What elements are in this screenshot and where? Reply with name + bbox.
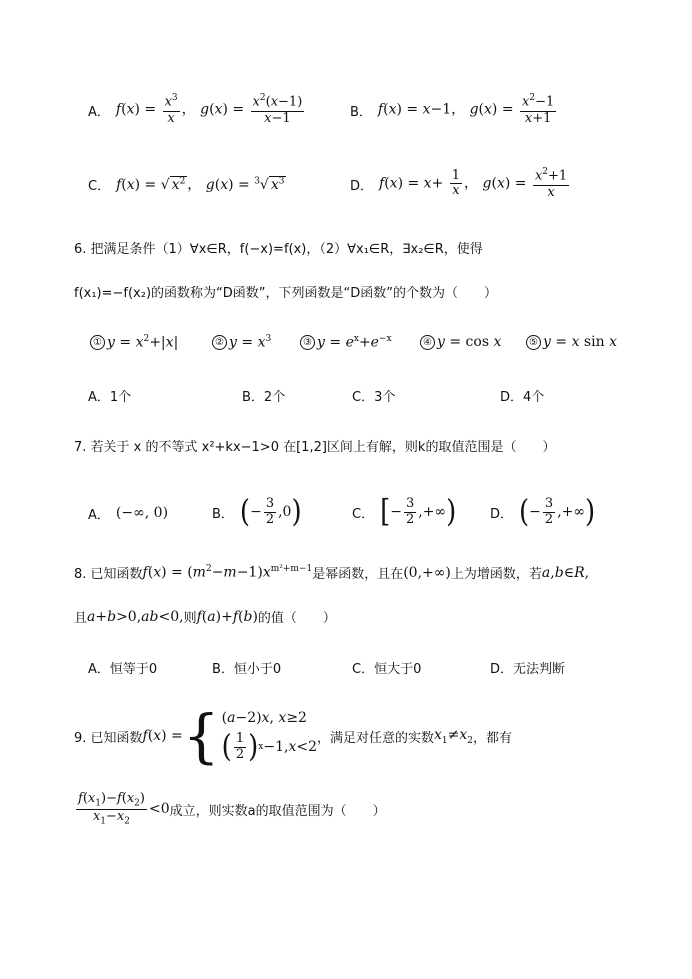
q7-a-label: A． [88,507,110,523]
q6-choice-b: B．2个 [242,390,286,405]
q9-line1-c: ，都有 [473,730,513,746]
q6-line2-text: f(x₁)=−f(x₂)的函数称为“D函数”，下列函数是“D函数”的个数为（ ） [74,286,497,301]
q6-choice-c: C．3个 [352,390,396,405]
q6-line2 [74,282,674,301]
q6-func4-index: ④ [420,335,435,350]
q6-function-4: ④ y = cos x [420,334,501,350]
q6-func2-index: ② [212,335,227,350]
q5-b-label: B． [350,104,372,120]
q6-choice-a: A．1个 [88,390,132,405]
q7-option-a: A． (−∞, 0) [88,505,169,523]
q6-line1-text: 6. 把满足条件（1）∀x∈R，f(−x)=f(x)，（2）∀x₁∈R，∃x₂∈R，使得 [74,242,483,257]
q5-c-math: f(x) = √ $x^2$ ， g(x) = $^3$√ $x^3$ [116,176,285,193]
q5-b-math: f(x) = x−1， g(x) = $\frac{x^2-1}{x+1}$ [377,93,555,126]
q9-line2: $\frac{f(x_1)-f(x_2)}{x_1-x_2}$ <0 成立，则实数a的取值范围为（ ） [78,790,386,827]
q5-d-label: D． [350,178,374,194]
q8-line2-b: 的值（ ） [257,611,336,626]
q6-func3-index: ③ [300,335,315,350]
q6-func5-index: ⑤ [526,335,541,350]
q9-piecewise-brace: { [182,702,220,770]
q7-line1 [74,436,674,455]
q7-c-label: C． [352,506,375,522]
q7-option-d: D． ( − $\frac{3}{2}$ ,+∞ ) [490,494,596,530]
q9-line1-a: 9. 已知函数 [74,730,143,746]
q5-a-math: f(x) = $\frac{x^3}{x}$ ， g(x) = $\frac{x^2(x-1)}{x-1}$ [115,93,303,126]
q9-line1: 9. 已知函数 f ( x ) = { (a−2)x, x≥2 ( $\frac{1}{2}$ ) x −1, x <2 ，满足对任意的实数 $x_1\ne x_2$ ，都有 [74,702,513,770]
q6-function-3: ③ $y = e^x+e^{-x}$ [300,334,392,351]
q6-choice-d: D．4个 [500,390,545,405]
q8-choice-d-text: D．无法判断 [490,662,566,677]
q5-option-d [350,166,571,202]
q8-line1-b: 是幂函数，且在 [312,567,404,582]
q8-line1-c: 上为增函数，若 [450,567,542,582]
q8-choice-b: B．恒小于0 [212,662,282,677]
q7-d-label: D． [490,506,514,522]
q8-choice-a: A．恒等于0 [88,662,158,677]
q5-a-label: A． [88,104,110,120]
q5-option-b [350,92,558,128]
q7-b-label: B． [212,506,234,522]
q5-option-a [88,92,306,128]
q5-d-math: f(x) = x+ $\frac{1}{x}$ ， g(x) = $\frac{x^2+1}{x}$ [379,167,568,200]
q8-choice-d [490,658,565,677]
q7-option-c: C． [ − $\frac{3}{2}$ ,+∞ ) [352,494,457,530]
q6-function-1: ① $y = x^2+|x|$ [90,334,178,351]
q6-function-2: ② $y = x^3$ [212,334,271,351]
q8-line1: 8. 已知函数 $f(x) = (m^2-m-1)x^{m^2+m-1}$ 是幂函数，且在 (0,+∞) 上为增函数，若 a,b∈R, [74,564,590,582]
q7-line1-text: 7. 若关于 x 的不等式 x²+kx−1>0 在[1,2]区间上有解，则k的取值范围是（ ） [74,440,556,455]
q6-function-5: ⑤ y = x sin x [526,334,617,350]
q8-line2-a: 且 [74,611,88,626]
q8-choice-c: C．恒大于0 [352,662,422,677]
q9-line2-text: 成立，则实数a的取值范围为（ ） [169,803,386,819]
q5-c-label: C． [88,178,111,194]
q9-line1-b: ，满足对任意的实数 [316,730,434,746]
q6-line1 [74,238,674,257]
q8-line1-a: 8. 已知函数 [74,567,143,582]
q7-option-b: B． ( − $\frac{3}{2}$ ,0 ) [212,494,302,530]
q6-func1-index: ① [90,335,105,350]
q8-line2: 且 a+b>0,ab<0, 则 f(a)+f(b) 的值（ ） [74,608,336,626]
q5-option-c [88,166,286,202]
